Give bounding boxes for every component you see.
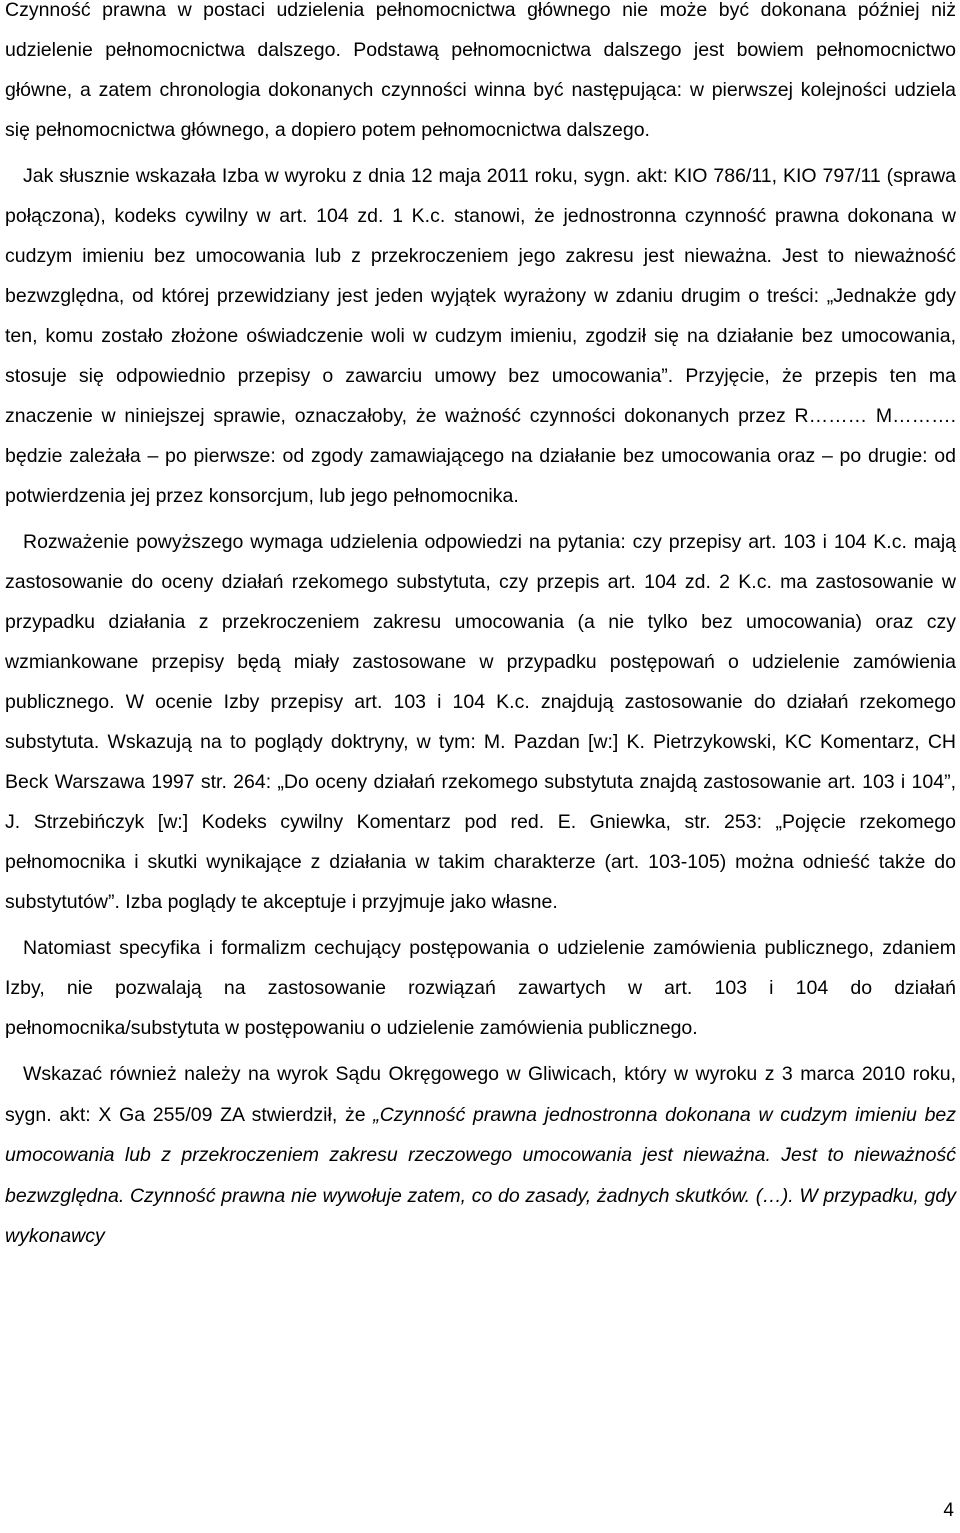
paragraph-2-text: Jak słusznie wskazała Izba w wyroku z dnia 12 maja 2011 roku, sygn. akt: KIO 786/11, KIO 797/11 (sprawa połączona), kodeks cywilny w art. 104 zd. 1 K.c. stanowi, że jednostronna czynność prawna dokonana w cudzym imieniu bez umocowania lub z przekroczeniem jego zakresu jest nieważna. Jest to nieważność bezwzględna, od której przewidziany jest jeden wyjątek wyrażony w zdaniu drugim o treści: „Jednakże gdy ten, komu zostało złożone oświadczenie woli w cudzym imieniu, zgodził się na działanie bez umocowania, stosuje się odpowiednio przepisy o zawarciu umowy bez umocowania”. Przyjęcie, że przepis ten ma znaczenie w niniejszej sprawie, oznaczałoby, że ważność czynności dokonanych przez R……… M………. będzie zależała – po pierwsze: od zgody zamawiającego na działanie bez umocowania oraz – po drugie: od potwierdzenia jej przez konsorcjum, lub jego pełnomocnika. (5, 165, 956, 507)
paragraph-1-text: Czynność prawna w postaci udzielenia pełnomocnictwa głównego nie może być dokonana później niż udzielenie pełnomocnictwa dalszego. Podstawą pełnomocnictwa dalszego jest bowiem pełnomocnictwo główne, a zatem chronologia dokonanych czynności winna być następująca: w pierwszej kolejności udziela się pełnomocnictwa głównego, a dopiero potem pełnomocnictwa dalszego. (5, 0, 956, 141)
page-number: 4 (943, 1500, 954, 1521)
paragraph-4-text: Natomiast specyfika i formalizm cechujący postępowania o udzielenie zamówienia publicznego, zdaniem Izby, nie pozwalają na zastosowanie rozwiązań zawartych w art. 103 i 104 do działań pełnomocnika/substytuta w postępowaniu o udzielenie zamówienia publicznego. (5, 937, 956, 1039)
paragraph-1 (5, 0, 956, 150)
paragraph-3-text: Rozważenie powyższego wymaga udzielenia odpowiedzi na pytania: czy przepisy art. 103 i 104 K.c. mają zastosowanie do oceny działań rzekomego substytuta, czy przepis art. 104 zd. 2 K.c. ma zastosowanie w przypadku działania z przekroczeniem zakresu umocowania (a nie tylko bez umocowania) oraz czy wzmiankowane przepisy będą miały zastosowane w przypadku postępowań o udzielenie zamówienia publicznego. W ocenie Izby przepisy art. 103 i 104 K.c. znajdują zastosowanie do działań rzekomego substytuta. Wskazują na to poglądy doktryny, w tym: M. Pazdan [w:] K. Pietrzykowski, KC Komentarz, CH Beck Warszawa 1997 str. 264: „Do oceny działań rzekomego substytuta znajdą zastosowanie art. 103 i 104”, J. Strzebińczyk [w:] Kodeks cywilny Komentarz pod red. E. Gniewka, str. 253: „Pojęcie rzekomego pełnomocnika i skutki wynikające z działania w takim charakterze (art. 103-105) można odnieść także do substytutów”. Izba poglądy te akceptuje i przyjmuje jako własne. (5, 531, 956, 913)
paragraph-2 (5, 156, 956, 516)
paragraph-4 (5, 928, 956, 1048)
document-page (5, 0, 956, 1257)
paragraph-5-quote: „Czynność prawna jednostronna dokonana w cudzym imieniu bez umocowania lub z przekroczeniem zakresu rzeczowego umocowania jest nieważna. Jest to nieważność bezwzględna. Czynność prawna nie wywołuje zatem, co do zasady, żadnych skutków. (…). W przypadku, gdy wykonawcy (5, 1103, 957, 1247)
paragraph-5 (5, 1054, 956, 1257)
paragraph-5-text: Wskazać również należy na wyrok Sądu Okręgowego w Gliwicach, który w wyroku z 3 marca 2010 roku, sygn. akt: X Ga 255/09 ZA stwierdził, że (5, 1063, 956, 1126)
paragraph-3 (5, 522, 956, 922)
